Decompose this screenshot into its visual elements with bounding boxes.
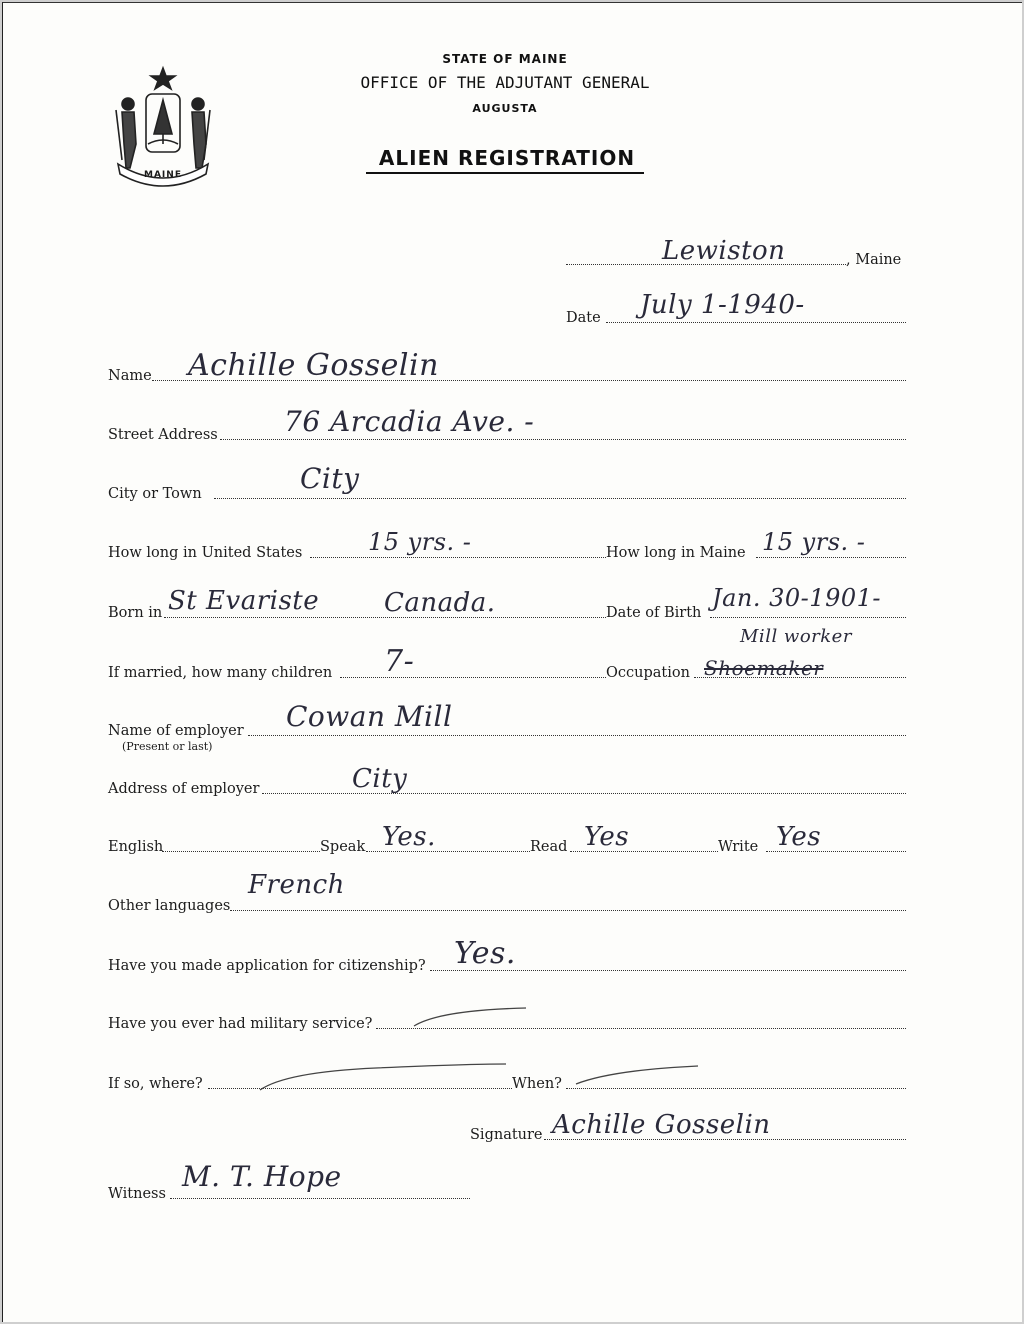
date-label: Date (566, 310, 601, 326)
city-value: City (300, 462, 360, 495)
how-long-maine-label: How long in Maine (606, 545, 746, 561)
when-label: When? (512, 1076, 562, 1092)
employer-line (248, 735, 906, 736)
blank-stroke-where (256, 1060, 516, 1096)
read-label: Read (530, 839, 568, 855)
write-label: Write (718, 839, 759, 855)
employer-address-value: City (352, 764, 408, 794)
born-country-value: Canada. (384, 588, 496, 618)
born-place-value: St Evariste (168, 586, 320, 616)
blank-stroke-military (410, 1002, 530, 1030)
city-line (214, 498, 906, 499)
children-value: 7- (384, 644, 415, 679)
other-languages-label: Other languages (108, 898, 231, 914)
dob-label: Date of Birth (606, 605, 702, 621)
citizenship-label: Have you made application for citizenship? (108, 958, 426, 974)
signature-value: Achille Gosselin (552, 1110, 771, 1140)
how-long-us-label: How long in United States (108, 545, 303, 561)
occupation-struck-value: Shoemaker (704, 656, 824, 680)
married-label: If married, how many children (108, 665, 333, 681)
english-label: English (108, 839, 164, 855)
speak-label: Speak (320, 839, 366, 855)
date-value: July 1-1940- (640, 290, 805, 320)
name-label: Name (108, 368, 152, 384)
street-line (220, 439, 906, 440)
born-label: Born in (108, 605, 163, 621)
street-value: 76 Arcadia Ave. - (284, 405, 535, 438)
employer-value: Cowan Mill (286, 700, 453, 733)
header-state: STATE OF MAINE (442, 52, 568, 66)
citizenship-value: Yes. (454, 936, 516, 971)
date-line (606, 322, 906, 323)
where-label: If so, where? (108, 1076, 203, 1092)
military-label: Have you ever had military service? (108, 1016, 373, 1032)
seal-banner-text: MAINE (144, 170, 182, 180)
employer-address-label: Address of employer (108, 781, 260, 797)
how-long-us-value: 15 yrs. - (368, 528, 472, 556)
city-label: City or Town (108, 486, 202, 502)
married-line (340, 677, 606, 678)
how-long-maine-line (756, 557, 906, 558)
header-office: OFFICE OF THE ADJUTANT GENERAL (360, 73, 650, 92)
blank-stroke-when (572, 1062, 702, 1090)
street-label: Street Address (108, 427, 218, 443)
witness-value: M. T. Hope (182, 1160, 342, 1193)
speak-value: Yes. (382, 822, 436, 852)
witness-label: Witness (108, 1186, 166, 1202)
dob-line (710, 617, 906, 618)
employer-sub-label: (Present or last) (122, 740, 213, 753)
how-long-maine-value: 15 yrs. - (762, 528, 866, 556)
occupation-value: Mill worker (740, 626, 852, 647)
place-value: Lewiston (662, 236, 786, 266)
header-city: AUGUSTA (472, 102, 538, 115)
english-line (162, 851, 320, 852)
signature-label: Signature (470, 1127, 543, 1143)
write-value: Yes (776, 822, 822, 852)
place-suffix: , Maine (846, 252, 902, 268)
witness-line (170, 1198, 470, 1199)
name-value: Achille Gosselin (188, 348, 439, 383)
how-long-us-line (310, 557, 606, 558)
other-languages-value: French (248, 870, 345, 900)
employer-label: Name of employer (108, 723, 244, 739)
other-languages-line (230, 910, 906, 911)
form-title: ALIEN REGISTRATION (378, 146, 636, 170)
title-underline (366, 172, 644, 174)
occupation-label: Occupation (606, 665, 690, 681)
dob-value: Jan. 30-1901- (712, 584, 881, 612)
read-value: Yes (584, 822, 630, 852)
